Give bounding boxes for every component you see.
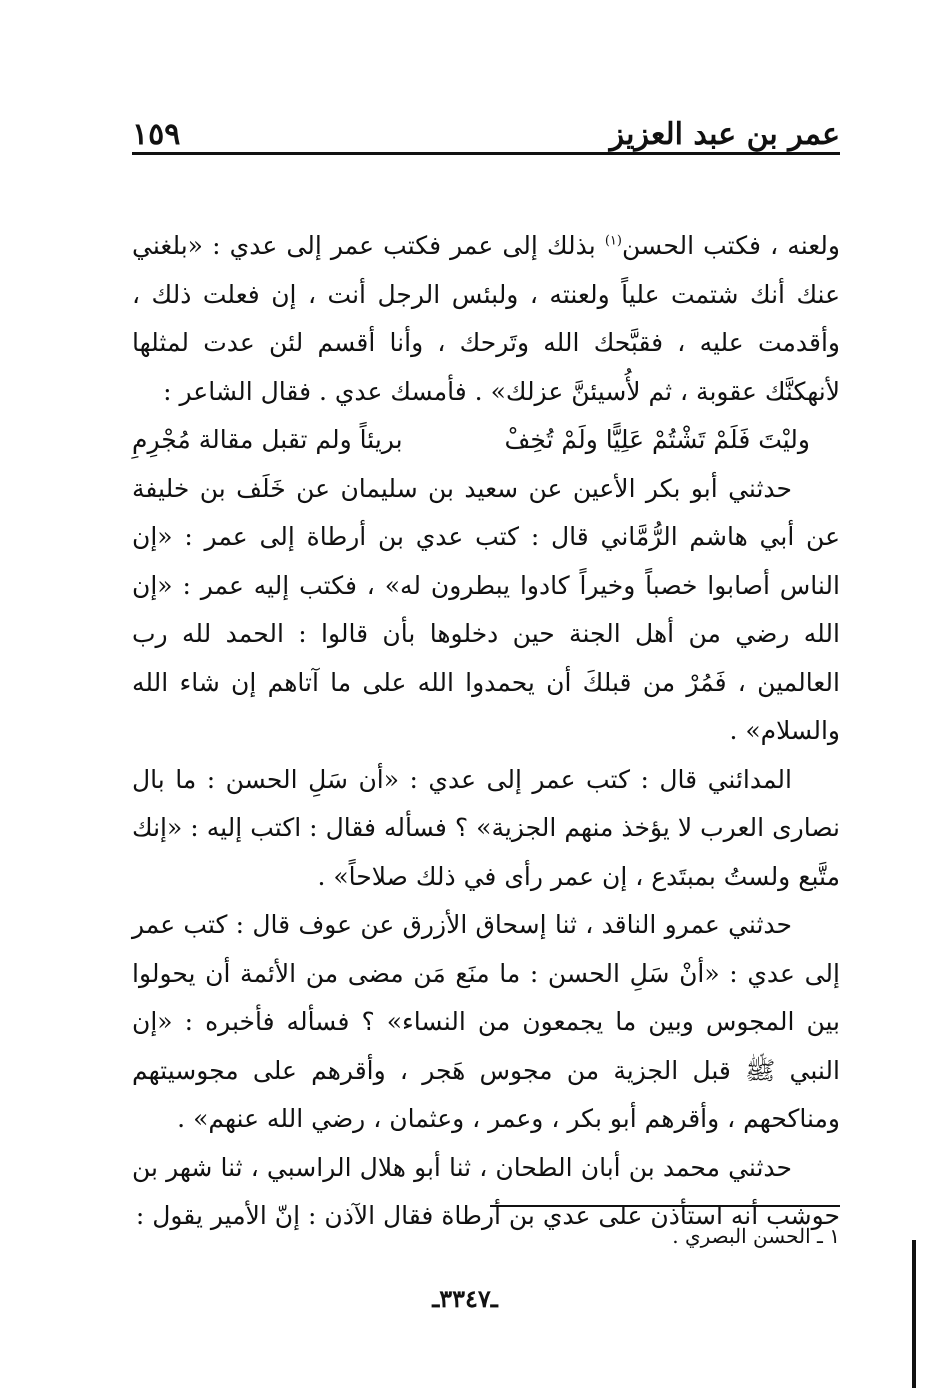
opening-text-part-2: بذلك إلى عمر فكتب عمر إلى عدي : «بلغني عنك أنك شتمت علياً ولعنته ، ولبئس الرجل أنت ، إن فعلت ذلك ، وأقدمت عليه ، فقبَّحك الله وتَرحك ، وأنا أقسم لئن عدت لمثلها لأنهكنَّك عقوبة ، ثم لأُسيئنَّ عزلك» . فأمسك عدي . فقال الشاعر : — [132, 231, 840, 406]
footnote: ١ ـ الحسن البصري . — [672, 1224, 840, 1248]
paragraph-abu-bakr: حدثني أبو بكر الأعين عن سعيد بن سليمان عن خَلَف بن خليفة عن أبي هاشم الرُّمَّاني قال : كتب عدي بن أرطاة إلى عمر : «إن الناس أصابوا خصباً وخيراً كادوا يبطرون له» ، فكتب إليه عمر : «إن الله رضي من أهل الجنة حين دخلوها بأن قالوا : الحمد لله رب العالمين ، فَمُرْ من قبلكَ أن يحمدوا الله على ما آتاهم إن شاء الله والسلام» . — [132, 473, 840, 745]
header-rule — [132, 152, 840, 155]
paragraph-madaini: المدائني قال : كتب عمر إلى عدي : «أن سَلِ الحسن : ما بال نصارى العرب لا يؤخذ منهم الجزية» ؟ فسأله فقال : اكتب إليه : «إنك متَّبع ولستُ بمبتَدع ، إن عمر رأى في ذلك صلاحاً» . — [132, 764, 840, 891]
opening-text-part-1: ولعنه ، فكتب الحسن — [621, 231, 840, 260]
footnote-marker[interactable]: (١) — [604, 233, 622, 249]
opening-paragraph — [132, 222, 840, 416]
running-title: عمر بن عبد العزيز — [609, 117, 840, 152]
scan-margin-mark — [912, 1240, 916, 1388]
paragraph-muhammad-aban: حدثني محمد بن أبان الطحان ، ثنا أبو هلال الراسبي ، ثنا شهر بن حوشب أنه استأذن على عدي بن أرطاة فقال الآذن : إنّ الأمير يقول : — [132, 1152, 840, 1230]
page-number: ١٥٩ — [132, 117, 181, 152]
poetry-verse — [132, 416, 840, 465]
paragraph-amr-naqid: حدثني عمرو الناقد ، ثنا إسحاق الأزرق عن عوف قال : كتب عمر إلى عدي : «أنْ سَلِ الحسن : ما منَع مَن مضى من الأئمة أن يحولوا بين المجوس وبين ما يجمعون من النساء» ؟ فسأله فأخبره : «إن النبي ﷺ قبل الجزية من مجوس هَجر ، وأقرهم على مجوسيتهم ومناكحهم ، وأقرهم أبو بكر ، وعمر ، وعثمان ، رضي الله عنهم» . — [132, 910, 840, 1133]
running-header — [132, 104, 840, 150]
footnote-rule — [490, 1205, 840, 1207]
main-text — [132, 222, 840, 1241]
verse-first-hemistich: وليْتَ فَلَمْ تَشْتُمْ عَلِيًّا ولَمْ تُخِفْ — [504, 425, 810, 454]
verse-second-hemistich: بريئاً ولم تقبل مقالة مُجْرِمِ — [132, 425, 403, 454]
footer-page-number: ـ٣٣٤٧ـ — [432, 1284, 498, 1313]
